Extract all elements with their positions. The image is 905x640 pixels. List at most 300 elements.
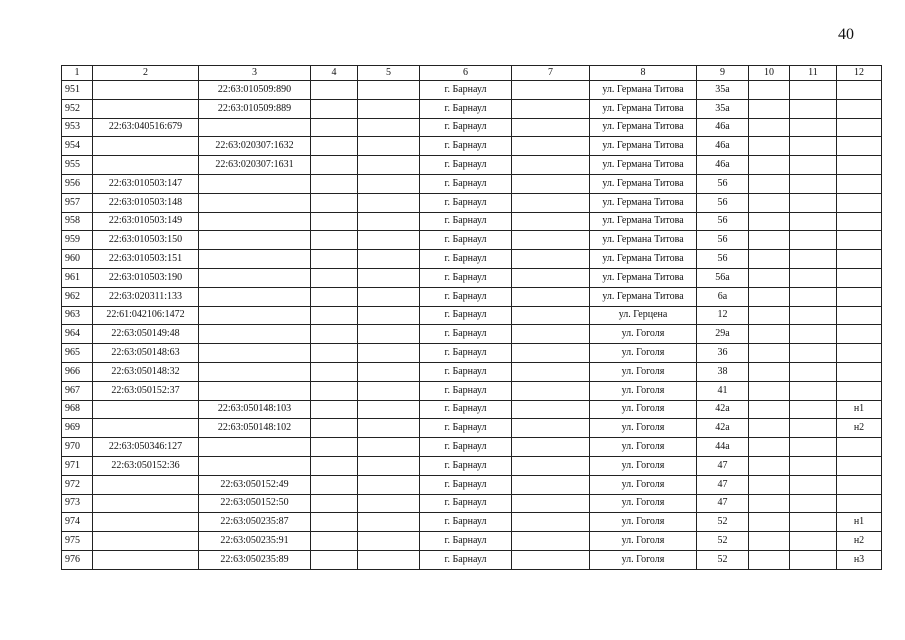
table-cell-col-4 — [311, 268, 358, 287]
table-cell-col-2: 22:63:050152:36 — [93, 456, 199, 475]
column-header-1: 1 — [62, 66, 93, 81]
table-cell-col-10 — [749, 156, 790, 175]
table-cell-col-8: ул. Гоголя — [590, 550, 697, 569]
table-cell-col-6: г. Барнаул — [420, 174, 512, 193]
table-cell-col-2 — [93, 494, 199, 513]
table-cell-col-9: 41 — [697, 381, 749, 400]
table-cell-col-12: н2 — [837, 532, 882, 551]
table-cell-col-8: ул. Германа Титова — [590, 118, 697, 137]
table-cell-col-7 — [512, 550, 590, 569]
table-cell-col-5 — [358, 231, 420, 250]
table-cell-col-1: 967 — [62, 381, 93, 400]
table-row — [62, 156, 882, 175]
table-cell-col-10 — [749, 99, 790, 118]
table-cell-col-11 — [790, 174, 837, 193]
table-cell-col-11 — [790, 99, 837, 118]
table-cell-col-12 — [837, 156, 882, 175]
table-cell-col-2: 22:61:042106:1472 — [93, 306, 199, 325]
table-cell-col-11 — [790, 513, 837, 532]
table-cell-col-8: ул. Германа Титова — [590, 212, 697, 231]
table-cell-col-1: 956 — [62, 174, 93, 193]
table-cell-col-4 — [311, 344, 358, 363]
table-cell-col-9: 36 — [697, 344, 749, 363]
table-cell-col-12 — [837, 81, 882, 100]
table-cell-col-5 — [358, 156, 420, 175]
table-cell-col-2: 22:63:050149:48 — [93, 325, 199, 344]
table-cell-col-5 — [358, 306, 420, 325]
table-cell-col-11 — [790, 325, 837, 344]
table-cell-col-8: ул. Гоголя — [590, 513, 697, 532]
table-cell-col-11 — [790, 287, 837, 306]
table-cell-col-10 — [749, 550, 790, 569]
table-cell-col-8: ул. Германа Титова — [590, 174, 697, 193]
table-row — [62, 99, 882, 118]
table-cell-col-12 — [837, 456, 882, 475]
table-cell-col-10 — [749, 212, 790, 231]
page-number: 40 — [838, 26, 854, 43]
table-cell-col-4 — [311, 456, 358, 475]
column-header-6: 6 — [420, 66, 512, 81]
table-cell-col-7 — [512, 325, 590, 344]
table-cell-col-11 — [790, 81, 837, 100]
table-cell-col-6: г. Барнаул — [420, 550, 512, 569]
table-cell-col-3 — [199, 193, 311, 212]
table-row — [62, 81, 882, 100]
table-cell-col-6: г. Барнаул — [420, 193, 512, 212]
table-cell-col-2: 22:63:040516:679 — [93, 118, 199, 137]
table-cell-col-9: 47 — [697, 475, 749, 494]
table-body — [62, 81, 882, 570]
table-cell-col-5 — [358, 494, 420, 513]
table-cell-col-11 — [790, 550, 837, 569]
table-cell-col-1: 970 — [62, 438, 93, 457]
table-cell-col-3: 22:63:010509:889 — [199, 99, 311, 118]
table-cell-col-3: 22:63:050235:91 — [199, 532, 311, 551]
table-row — [62, 174, 882, 193]
table-cell-col-7 — [512, 362, 590, 381]
table-cell-col-6: г. Барнаул — [420, 212, 512, 231]
table-cell-col-2: 22:63:010503:147 — [93, 174, 199, 193]
table-cell-col-7 — [512, 118, 590, 137]
table-cell-col-3 — [199, 456, 311, 475]
table-cell-col-4 — [311, 156, 358, 175]
table-cell-col-10 — [749, 268, 790, 287]
table-cell-col-8: ул. Германа Титова — [590, 287, 697, 306]
table-cell-col-2: 22:63:010503:190 — [93, 268, 199, 287]
table-cell-col-11 — [790, 532, 837, 551]
table-cell-col-12: н1 — [837, 400, 882, 419]
table-cell-col-5 — [358, 513, 420, 532]
table-cell-col-11 — [790, 306, 837, 325]
table-cell-col-11 — [790, 268, 837, 287]
table-cell-col-1: 960 — [62, 250, 93, 269]
table-cell-col-8: ул. Германа Титова — [590, 81, 697, 100]
table-cell-col-7 — [512, 513, 590, 532]
table-cell-col-4 — [311, 306, 358, 325]
table-cell-col-7 — [512, 268, 590, 287]
table-cell-col-6: г. Барнаул — [420, 99, 512, 118]
table-cell-col-8: ул. Гоголя — [590, 362, 697, 381]
table-cell-col-7 — [512, 287, 590, 306]
table-cell-col-2 — [93, 400, 199, 419]
table-cell-col-7 — [512, 400, 590, 419]
table-cell-col-7 — [512, 344, 590, 363]
table-cell-col-9: 46а — [697, 137, 749, 156]
table-row — [62, 400, 882, 419]
table-cell-col-1: 969 — [62, 419, 93, 438]
column-header-5: 5 — [358, 66, 420, 81]
table-cell-col-2 — [93, 550, 199, 569]
table-cell-col-9: 38 — [697, 362, 749, 381]
table-cell-col-11 — [790, 118, 837, 137]
table-cell-col-12 — [837, 494, 882, 513]
table-cell-col-3 — [199, 231, 311, 250]
table-cell-col-6: г. Барнаул — [420, 456, 512, 475]
table-cell-col-1: 958 — [62, 212, 93, 231]
table-cell-col-11 — [790, 475, 837, 494]
table-cell-col-10 — [749, 456, 790, 475]
table-cell-col-12 — [837, 174, 882, 193]
table-cell-col-8: ул. Гоголя — [590, 381, 697, 400]
table-cell-col-1: 966 — [62, 362, 93, 381]
table-cell-col-5 — [358, 99, 420, 118]
table-cell-col-6: г. Барнаул — [420, 344, 512, 363]
table-cell-col-10 — [749, 362, 790, 381]
table-cell-col-7 — [512, 231, 590, 250]
table-cell-col-8: ул. Гоголя — [590, 344, 697, 363]
table-cell-col-4 — [311, 212, 358, 231]
table-cell-col-1: 961 — [62, 268, 93, 287]
header-row — [62, 66, 882, 81]
table-cell-col-11 — [790, 381, 837, 400]
table-cell-col-10 — [749, 250, 790, 269]
table-cell-col-10 — [749, 400, 790, 419]
table-cell-col-9: 35а — [697, 99, 749, 118]
table-cell-col-10 — [749, 231, 790, 250]
table-row — [62, 231, 882, 250]
table-cell-col-9: 29а — [697, 325, 749, 344]
table-cell-col-1: 976 — [62, 550, 93, 569]
table-cell-col-8: ул. Германа Титова — [590, 268, 697, 287]
table-cell-col-8: ул. Германа Титова — [590, 250, 697, 269]
table-cell-col-6: г. Барнаул — [420, 306, 512, 325]
table-cell-col-12: н1 — [837, 513, 882, 532]
table-cell-col-9: 6а — [697, 287, 749, 306]
table-cell-col-7 — [512, 475, 590, 494]
table-cell-col-3 — [199, 362, 311, 381]
table-cell-col-10 — [749, 381, 790, 400]
table-cell-col-6: г. Барнаул — [420, 362, 512, 381]
table-cell-col-5 — [358, 325, 420, 344]
table-cell-col-11 — [790, 231, 837, 250]
table-cell-col-3 — [199, 268, 311, 287]
table-cell-col-12 — [837, 193, 882, 212]
table-cell-col-8: ул. Германа Титова — [590, 99, 697, 118]
table-cell-col-4 — [311, 99, 358, 118]
table-cell-col-2: 22:63:050346:127 — [93, 438, 199, 457]
table-cell-col-4 — [311, 494, 358, 513]
table-cell-col-5 — [358, 532, 420, 551]
table-cell-col-4 — [311, 419, 358, 438]
table-cell-col-4 — [311, 325, 358, 344]
table-cell-col-3 — [199, 174, 311, 193]
table-cell-col-11 — [790, 344, 837, 363]
table-cell-col-8: ул. Германа Титова — [590, 231, 697, 250]
table-cell-col-10 — [749, 513, 790, 532]
table-cell-col-7 — [512, 456, 590, 475]
table-row — [62, 550, 882, 569]
table-cell-col-1: 974 — [62, 513, 93, 532]
table-cell-col-12 — [837, 438, 882, 457]
table-cell-col-1: 964 — [62, 325, 93, 344]
table-row — [62, 287, 882, 306]
table-cell-col-7 — [512, 306, 590, 325]
table-cell-col-12 — [837, 231, 882, 250]
table-row — [62, 456, 882, 475]
table-cell-col-5 — [358, 250, 420, 269]
table-cell-col-8: ул. Гоголя — [590, 419, 697, 438]
table-cell-col-10 — [749, 475, 790, 494]
table-cell-col-2 — [93, 532, 199, 551]
table-cell-col-7 — [512, 99, 590, 118]
table-cell-col-3 — [199, 438, 311, 457]
table-cell-col-10 — [749, 419, 790, 438]
table-cell-col-9: 44а — [697, 438, 749, 457]
table-cell-col-9: 52 — [697, 550, 749, 569]
table-cell-col-6: г. Барнаул — [420, 494, 512, 513]
table-cell-col-10 — [749, 344, 790, 363]
table-cell-col-11 — [790, 419, 837, 438]
table-cell-col-5 — [358, 400, 420, 419]
table-cell-col-2 — [93, 513, 199, 532]
table-cell-col-2: 22:63:020311:133 — [93, 287, 199, 306]
table-cell-col-3: 22:63:050235:87 — [199, 513, 311, 532]
table-cell-col-3 — [199, 212, 311, 231]
table-row — [62, 419, 882, 438]
table-cell-col-12 — [837, 306, 882, 325]
table-row — [62, 475, 882, 494]
table-cell-col-6: г. Барнаул — [420, 268, 512, 287]
table-cell-col-6: г. Барнаул — [420, 475, 512, 494]
table-cell-col-2: 22:63:010503:150 — [93, 231, 199, 250]
table-row — [62, 532, 882, 551]
table-cell-col-6: г. Барнаул — [420, 250, 512, 269]
table-cell-col-3 — [199, 325, 311, 344]
table-cell-col-3 — [199, 381, 311, 400]
column-header-9: 9 — [697, 66, 749, 81]
table-cell-col-1: 951 — [62, 81, 93, 100]
table-cell-col-8: ул. Германа Титова — [590, 156, 697, 175]
table-cell-col-9: 42а — [697, 419, 749, 438]
table-cell-col-7 — [512, 381, 590, 400]
table-cell-col-9: 52 — [697, 513, 749, 532]
table-cell-col-5 — [358, 174, 420, 193]
table-cell-col-5 — [358, 475, 420, 494]
table-cell-col-3: 22:63:020307:1631 — [199, 156, 311, 175]
table-cell-col-5 — [358, 118, 420, 137]
table-cell-col-5 — [358, 212, 420, 231]
table-cell-col-3: 22:63:010509:890 — [199, 81, 311, 100]
table-cell-col-1: 953 — [62, 118, 93, 137]
table-cell-col-5 — [358, 287, 420, 306]
table-row — [62, 325, 882, 344]
table-cell-col-9: 56 — [697, 193, 749, 212]
table-cell-col-4 — [311, 118, 358, 137]
table-cell-col-9: 47 — [697, 456, 749, 475]
column-header-3: 3 — [199, 66, 311, 81]
table-cell-col-7 — [512, 81, 590, 100]
table-cell-col-1: 957 — [62, 193, 93, 212]
column-header-12: 12 — [837, 66, 882, 81]
table-cell-col-3 — [199, 250, 311, 269]
table-cell-col-6: г. Барнаул — [420, 438, 512, 457]
table-cell-col-5 — [358, 193, 420, 212]
table-cell-col-12 — [837, 137, 882, 156]
table-cell-col-7 — [512, 438, 590, 457]
table-cell-col-12 — [837, 99, 882, 118]
table-row — [62, 137, 882, 156]
table-cell-col-1: 963 — [62, 306, 93, 325]
table-cell-col-4 — [311, 174, 358, 193]
table-cell-col-9: 56а — [697, 268, 749, 287]
table-cell-col-2: 22:63:010503:151 — [93, 250, 199, 269]
table-cell-col-11 — [790, 137, 837, 156]
column-header-7: 7 — [512, 66, 590, 81]
table-cell-col-6: г. Барнаул — [420, 118, 512, 137]
table-cell-col-9: 56 — [697, 174, 749, 193]
table-cell-col-12 — [837, 287, 882, 306]
table-cell-col-12 — [837, 344, 882, 363]
table-cell-col-5 — [358, 362, 420, 381]
table-cell-col-5 — [358, 81, 420, 100]
table-cell-col-11 — [790, 400, 837, 419]
table-cell-col-11 — [790, 362, 837, 381]
table-cell-col-7 — [512, 532, 590, 551]
table-cell-col-4 — [311, 81, 358, 100]
table-cell-col-6: г. Барнаул — [420, 400, 512, 419]
table-cell-col-10 — [749, 494, 790, 513]
table-row — [62, 438, 882, 457]
register-table — [61, 65, 882, 570]
table-row — [62, 212, 882, 231]
table-cell-col-8: ул. Гоголя — [590, 400, 697, 419]
table-cell-col-1: 962 — [62, 287, 93, 306]
table-cell-col-9: 52 — [697, 532, 749, 551]
table-cell-col-3: 22:63:050148:102 — [199, 419, 311, 438]
table-cell-col-10 — [749, 306, 790, 325]
table-cell-col-5 — [358, 456, 420, 475]
table-cell-col-10 — [749, 193, 790, 212]
table-cell-col-4 — [311, 287, 358, 306]
table-cell-col-7 — [512, 250, 590, 269]
table-cell-col-1: 968 — [62, 400, 93, 419]
table-cell-col-10 — [749, 325, 790, 344]
table-cell-col-5 — [358, 550, 420, 569]
table-cell-col-7 — [512, 494, 590, 513]
table-cell-col-6: г. Барнаул — [420, 137, 512, 156]
table-row — [62, 513, 882, 532]
table-cell-col-8: ул. Гоголя — [590, 532, 697, 551]
column-header-4: 4 — [311, 66, 358, 81]
table-cell-col-4 — [311, 193, 358, 212]
table-cell-col-11 — [790, 494, 837, 513]
table-cell-col-2 — [93, 475, 199, 494]
table-cell-col-4 — [311, 362, 358, 381]
table-cell-col-4 — [311, 438, 358, 457]
table-cell-col-3: 22:63:050152:49 — [199, 475, 311, 494]
table-cell-col-3: 22:63:050148:103 — [199, 400, 311, 419]
table-cell-col-7 — [512, 419, 590, 438]
table-cell-col-11 — [790, 456, 837, 475]
table-cell-col-10 — [749, 81, 790, 100]
table-cell-col-7 — [512, 156, 590, 175]
table-cell-col-9: 56 — [697, 212, 749, 231]
table-cell-col-10 — [749, 287, 790, 306]
table-cell-col-1: 973 — [62, 494, 93, 513]
table-row — [62, 344, 882, 363]
table-cell-col-5 — [358, 438, 420, 457]
table-cell-col-3: 22:63:050152:50 — [199, 494, 311, 513]
table-cell-col-9: 46а — [697, 156, 749, 175]
table-cell-col-2: 22:63:010503:148 — [93, 193, 199, 212]
table-cell-col-3 — [199, 287, 311, 306]
table-cell-col-10 — [749, 532, 790, 551]
table-cell-col-9: 56 — [697, 250, 749, 269]
table-cell-col-10 — [749, 174, 790, 193]
table-cell-col-12 — [837, 268, 882, 287]
table-cell-col-6: г. Барнаул — [420, 532, 512, 551]
table-cell-col-12: н3 — [837, 550, 882, 569]
table-cell-col-9: 42а — [697, 400, 749, 419]
table-cell-col-12 — [837, 250, 882, 269]
table-cell-col-5 — [358, 268, 420, 287]
table-cell-col-8: ул. Гоголя — [590, 456, 697, 475]
table-cell-col-10 — [749, 118, 790, 137]
table-row — [62, 268, 882, 287]
table-cell-col-6: г. Барнаул — [420, 381, 512, 400]
table-cell-col-11 — [790, 438, 837, 457]
table-cell-col-4 — [311, 550, 358, 569]
table-cell-col-3 — [199, 118, 311, 137]
table-cell-col-1: 972 — [62, 475, 93, 494]
table-cell-col-10 — [749, 438, 790, 457]
table-row — [62, 193, 882, 212]
table-cell-col-8: ул. Герцена — [590, 306, 697, 325]
table-cell-col-1: 975 — [62, 532, 93, 551]
table-cell-col-4 — [311, 137, 358, 156]
table-cell-col-1: 959 — [62, 231, 93, 250]
table-cell-col-8: ул. Гоголя — [590, 475, 697, 494]
table-cell-col-8: ул. Германа Титова — [590, 137, 697, 156]
table-cell-col-12 — [837, 325, 882, 344]
table-cell-col-4 — [311, 381, 358, 400]
table-row — [62, 362, 882, 381]
table-row — [62, 494, 882, 513]
column-header-10: 10 — [749, 66, 790, 81]
table-cell-col-7 — [512, 193, 590, 212]
table-cell-col-8: ул. Гоголя — [590, 494, 697, 513]
table-cell-col-6: г. Барнаул — [420, 513, 512, 532]
table-cell-col-2: 22:63:010503:149 — [93, 212, 199, 231]
table-cell-col-2 — [93, 137, 199, 156]
table-cell-col-6: г. Барнаул — [420, 231, 512, 250]
table-cell-col-12 — [837, 475, 882, 494]
table-cell-col-8: ул. Германа Титова — [590, 193, 697, 212]
column-header-2: 2 — [93, 66, 199, 81]
table-cell-col-3: 22:63:020307:1632 — [199, 137, 311, 156]
table-cell-col-7 — [512, 174, 590, 193]
column-header-11: 11 — [790, 66, 837, 81]
